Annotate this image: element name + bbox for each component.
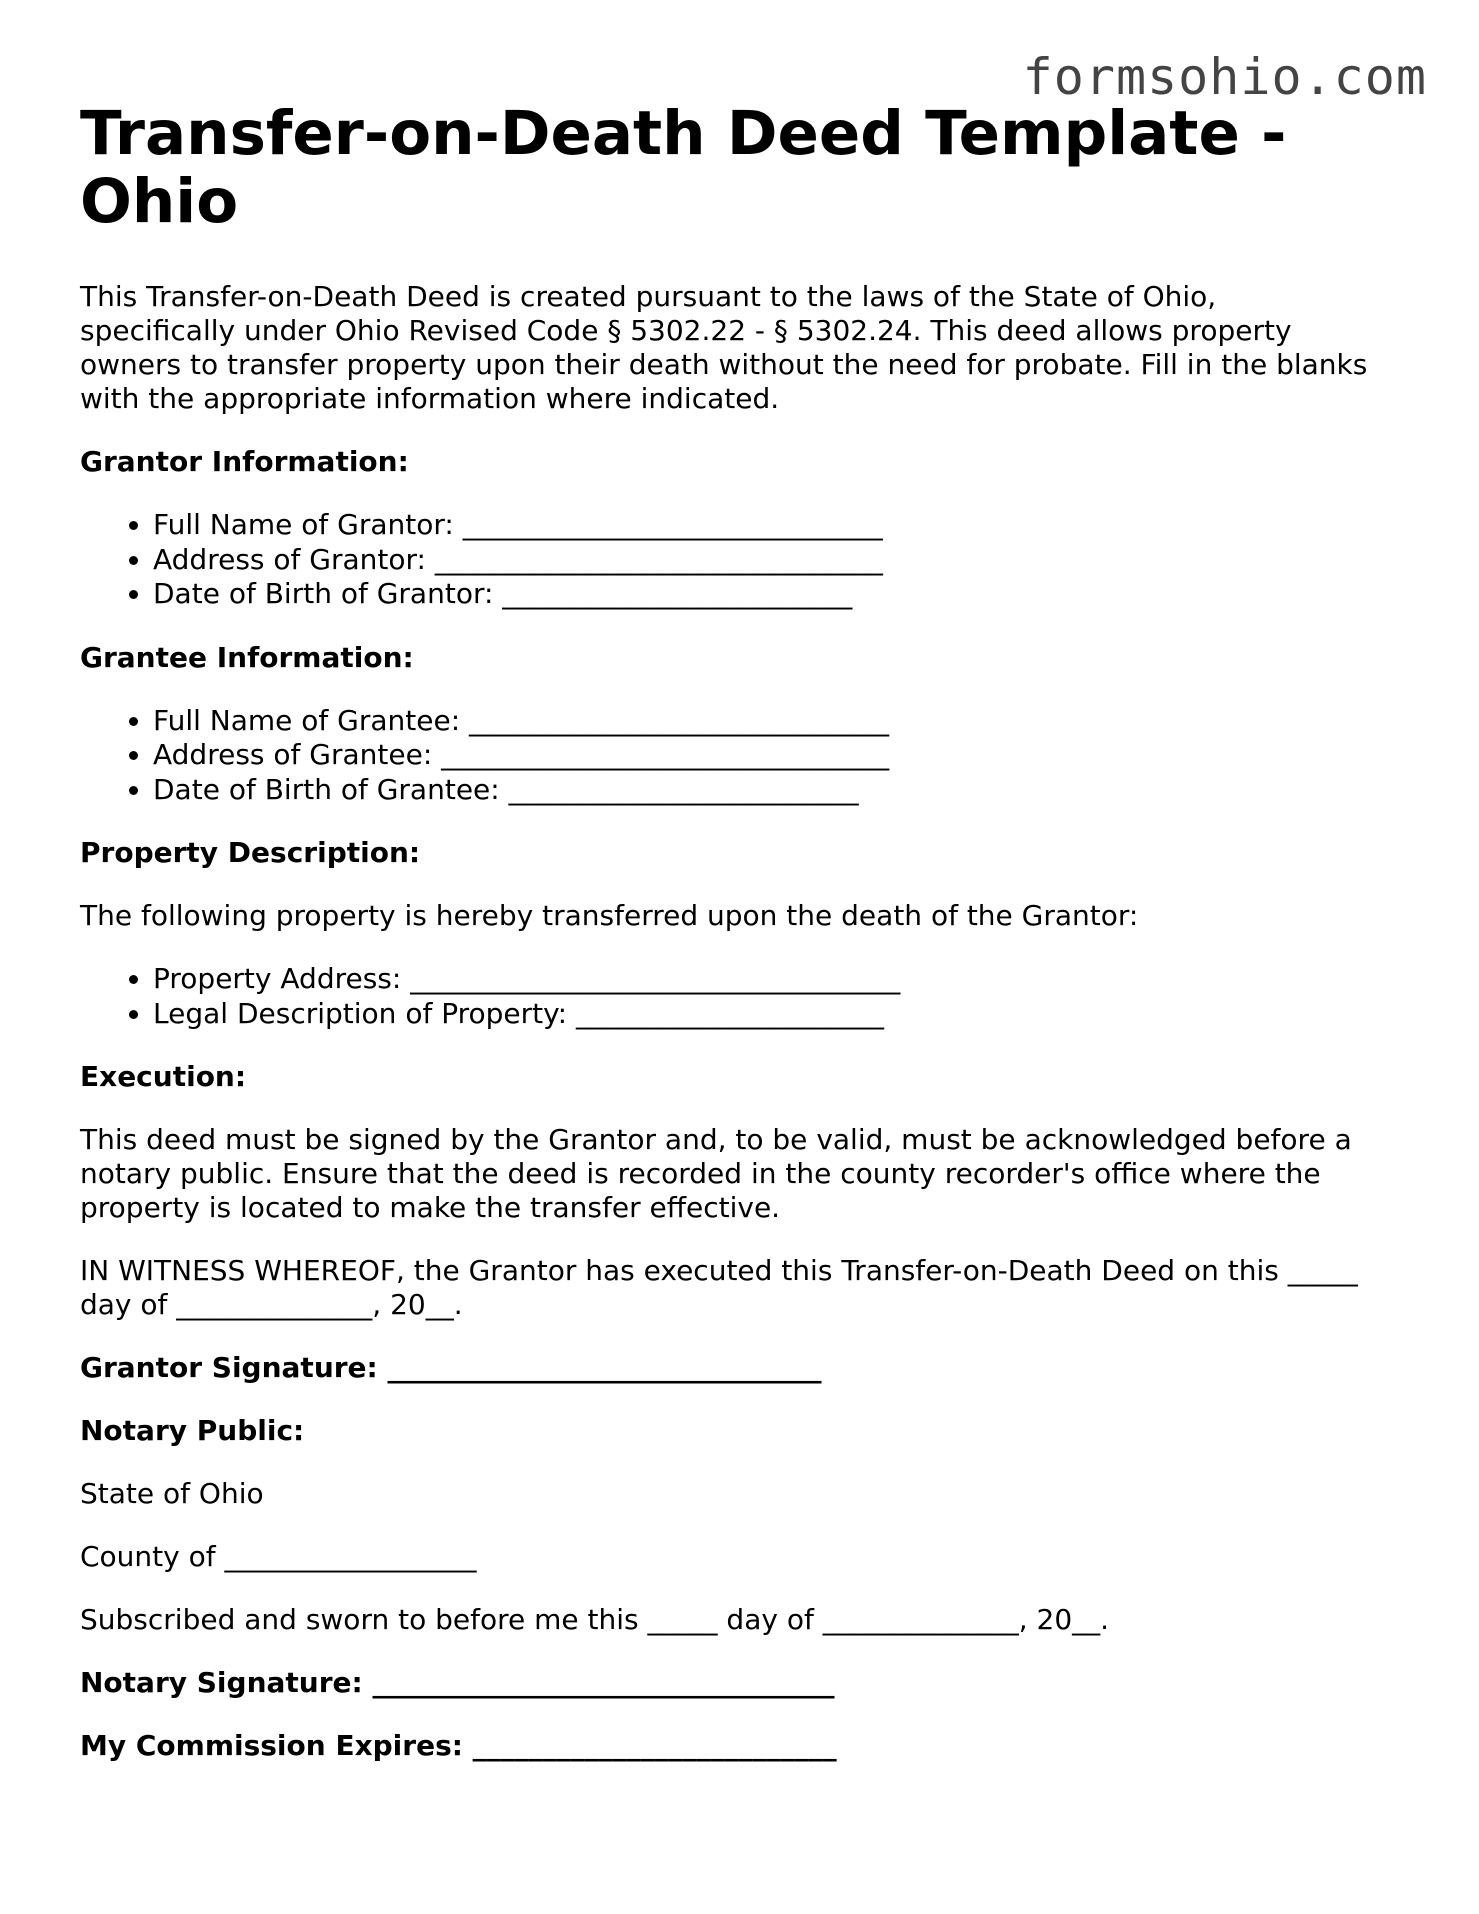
- notary-subscribed-field[interactable]: Subscribed and sworn to before me this _____ day of ______________, 20__.: [80, 1603, 1110, 1636]
- intro-paragraph: This Transfer-on-Death Deed is created pursuant to the laws of the State of Ohio, specifically under Ohio Revised Code § 5302.22 - § 5302.24. This deed allows property owners to transfer property upon their death without the need for probate. Fill in the blanks with the appropriate information where indicated.: [80, 280, 1368, 415]
- grantee-address-field[interactable]: • Address of Grantee: ________________________________: [153, 738, 1400, 773]
- grantee-dob-field[interactable]: • Date of Birth of Grantee: _________________________: [153, 773, 1400, 808]
- notary-signature-field[interactable]: Notary Signature: _________________________________: [80, 1666, 835, 1699]
- property-address-field[interactable]: • Property Address: ___________________________________: [153, 962, 1400, 997]
- notary-heading: Notary Public:: [80, 1414, 305, 1447]
- grantor-list: [80, 508, 1400, 612]
- grantor-full-name-field[interactable]: • Full Name of Grantor: ______________________________: [153, 508, 1400, 543]
- grantor-signature-field[interactable]: Grantor Signature: _______________________________: [80, 1351, 822, 1384]
- notary-county-field[interactable]: County of __________________: [80, 1540, 477, 1573]
- grantor-dob-field[interactable]: • Date of Birth of Grantor: _________________________: [153, 577, 1400, 612]
- property-legal-description-field[interactable]: • Legal Description of Property: ______________________: [153, 997, 1400, 1032]
- property-heading: Property Description:: [80, 836, 421, 869]
- page-title: Transfer-on-Death Deed Template - Ohio: [80, 98, 1287, 237]
- grantor-heading: Grantor Information:: [80, 445, 409, 478]
- document-page: [80, 100, 1400, 1792]
- property-text: The following property is hereby transferred upon the death of the Grantor:: [80, 899, 1139, 932]
- grantee-heading: Grantee Information:: [80, 640, 414, 674]
- grantee-full-name-field[interactable]: • Full Name of Grantee: ______________________________: [153, 704, 1400, 739]
- execution-heading: Execution:: [80, 1060, 247, 1093]
- commission-expires-field[interactable]: My Commission Expires: __________________________: [80, 1729, 837, 1762]
- witness-clause[interactable]: IN WITNESS WHEREOF, the Grantor has executed this Transfer-on-Death Deed on this _____ day of ______________, 20__.: [80, 1254, 1358, 1321]
- watermark: formsohio.com: [1022, 48, 1427, 106]
- execution-text: This deed must be signed by the Grantor and, to be valid, must be acknowledged before a notary public. Ensure that the deed is recorded in the county recorder's office where the property is located to make the transfer effective.: [80, 1123, 1352, 1224]
- grantor-address-field[interactable]: • Address of Grantor: ________________________________: [153, 543, 1400, 578]
- grantee-list: [80, 704, 1400, 808]
- notary-state: State of Ohio: [80, 1477, 264, 1510]
- property-list: [80, 962, 1400, 1031]
